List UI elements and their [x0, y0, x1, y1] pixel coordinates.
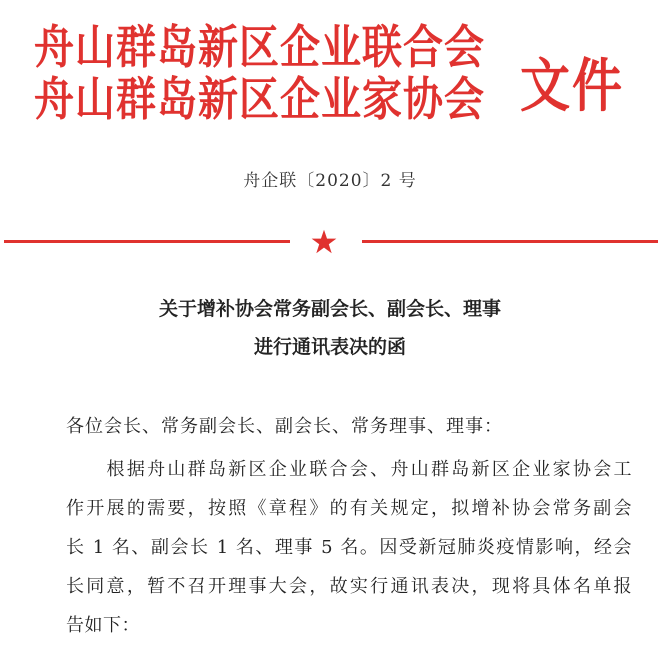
red-divider — [0, 226, 660, 256]
body-line: 作开展的需要，按照《章程》的有关规定，拟增补协会常务副会 — [66, 498, 632, 519]
document-number: 舟企联〔2020〕2 号 — [243, 171, 417, 191]
org-name-entrepreneurs-association: 舟山群岛新区企业家协会 — [34, 72, 485, 127]
title-line-2: 进行通讯表决的函 — [253, 336, 406, 358]
issuing-organizations — [34, 18, 504, 127]
title-line-1: 关于增补协会常务副会长、副会长、理事 — [158, 298, 501, 320]
letter-title — [0, 290, 660, 366]
divider-line-right — [362, 240, 658, 243]
salutation: 各位会长、常务副会长、副会长、常务理事、理事： — [66, 416, 503, 437]
document-header — [0, 0, 660, 150]
org-name-enterprise-confederation: 舟山群岛新区企业联合会 — [34, 20, 485, 75]
divider-line-left — [4, 240, 290, 243]
body-line: 长 1 名、副会长 1 名、理事 5 名。因受新冠肺炎疫情影响，经会 — [66, 537, 632, 558]
body-line: 告如下： — [66, 615, 140, 636]
letter-body — [66, 450, 632, 645]
body-line: 长同意，暂不召开理事大会，故实行通讯表决，现将具体名单报 — [66, 576, 632, 597]
body-line: 根据舟山群岛新区企业联合会、舟山群岛新区企业家协会工 — [66, 459, 632, 480]
star-icon — [310, 228, 338, 256]
document-type-label: 文件 — [520, 51, 624, 120]
